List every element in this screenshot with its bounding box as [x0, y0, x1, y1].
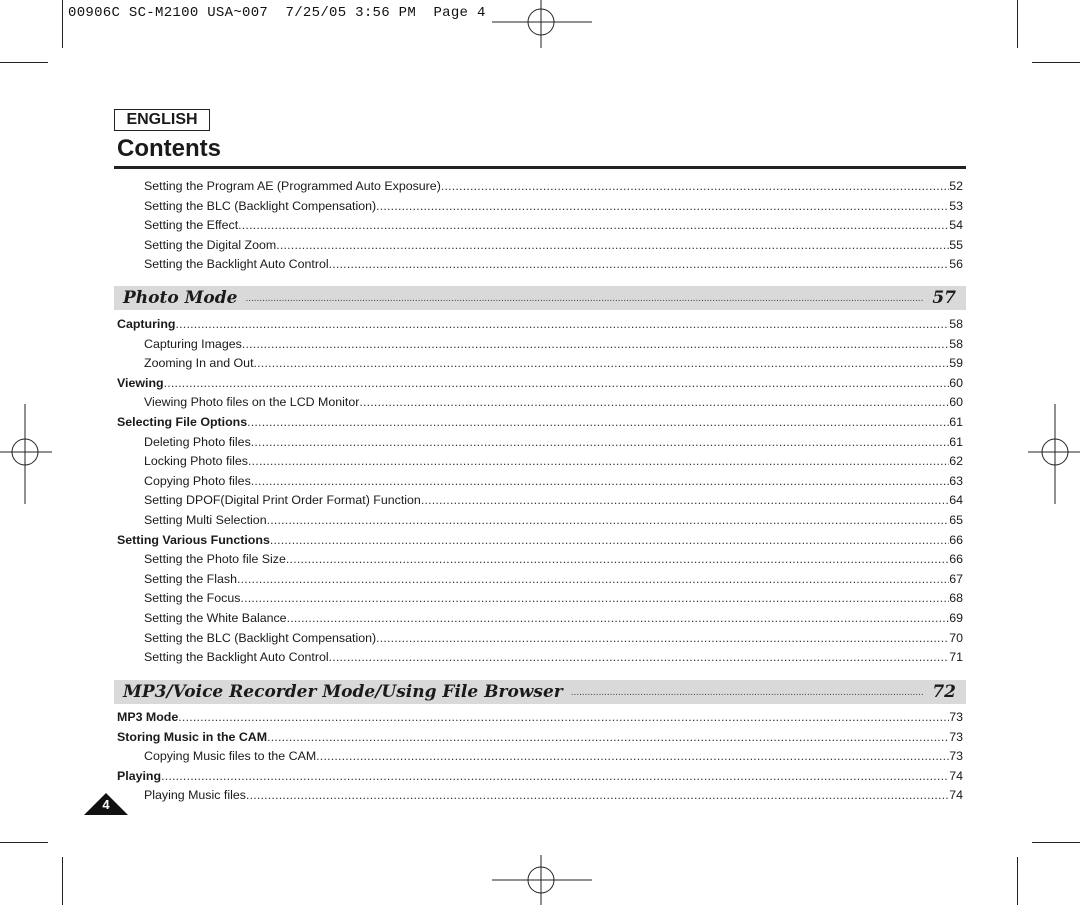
leader-dots — [286, 550, 949, 570]
toc-entry — [117, 216, 963, 236]
toc-entry-label: Setting the Backlight Auto Control — [144, 650, 329, 665]
section-page: 57 — [932, 288, 956, 308]
section-band-mp3-mode — [114, 680, 966, 704]
registration-mark-left — [0, 404, 52, 504]
toc-entry-label: Setting the BLC (Backlight Compensation) — [144, 630, 377, 645]
page-number: 4 — [102, 797, 110, 812]
toc-entry-label: Deleting Photo files — [144, 434, 251, 449]
section-title: Photo Mode — [123, 288, 238, 308]
toc-entry-page: 56 — [949, 257, 963, 272]
toc-entry-page: 54 — [949, 218, 963, 233]
leader-dots — [376, 629, 949, 649]
leader-dots — [237, 570, 949, 590]
toc-entry — [117, 177, 963, 197]
toc-entry-label: Capturing — [117, 317, 176, 331]
leader-dots — [178, 708, 949, 728]
crop-mark-bottom-left-v — [62, 857, 63, 905]
crop-mark-top-left-v — [62, 0, 63, 48]
registration-mark-right — [1028, 404, 1080, 504]
crop-mark-bottom-right-v — [1017, 857, 1018, 905]
toc-entry — [117, 609, 963, 629]
crop-mark-top-right-v — [1017, 0, 1018, 48]
section-band-photo-mode — [114, 286, 966, 310]
toc-entry-label: Capturing Images — [144, 336, 242, 351]
toc-entry-page: 67 — [949, 571, 963, 586]
toc-entry-page: 69 — [949, 610, 963, 625]
section-title: MP3/Voice Recorder Mode/Using File Browser — [123, 682, 563, 702]
leader-dots — [161, 767, 949, 787]
leader-dots — [240, 589, 949, 609]
leader-dots — [329, 255, 950, 275]
toc-entry — [117, 315, 963, 335]
leader-dots — [359, 393, 949, 413]
toc-entry — [117, 255, 963, 275]
toc-entry-label: Setting the BLC (Backlight Compensation) — [144, 198, 377, 213]
toc-entry-label: Setting the Backlight Auto Control — [144, 257, 329, 272]
leader-dots — [247, 413, 949, 433]
toc-entry — [117, 413, 963, 433]
toc-entry — [117, 491, 963, 511]
leader-dots — [238, 216, 949, 236]
toc-entry — [117, 629, 963, 649]
leader-dots — [270, 531, 949, 551]
toc-entry-label: Setting the White Balance — [144, 610, 287, 625]
toc-entry-page: 59 — [949, 356, 963, 371]
toc-entry-page: 58 — [949, 336, 963, 351]
leader-dots — [421, 491, 949, 511]
toc-entry — [117, 786, 963, 806]
crop-mark-bottom-right-h — [1032, 842, 1080, 843]
leader-dots — [246, 786, 949, 806]
toc-entry-page: 66 — [949, 552, 963, 567]
leader-dots — [254, 354, 950, 374]
crop-mark-top-right-h — [1032, 62, 1080, 63]
toc-entry — [117, 472, 963, 492]
toc-entry-page: 61 — [949, 414, 963, 429]
toc-entry — [117, 708, 963, 728]
crop-mark-bottom-left-h — [0, 842, 48, 843]
toc-entry — [117, 335, 963, 355]
leader-dots — [287, 609, 950, 629]
leader-dots — [276, 236, 949, 256]
leader-dots — [267, 511, 950, 531]
toc-entry-page: 62 — [949, 454, 963, 469]
toc-entry-label: Setting the Effect — [144, 218, 239, 233]
toc-entry — [117, 511, 963, 531]
toc-entry — [117, 236, 963, 256]
toc-entry-label: Playing Music files — [144, 788, 246, 803]
toc-entry — [117, 531, 963, 551]
toc-entry-label: MP3 Mode — [117, 710, 179, 724]
toc-entry-page: 52 — [949, 179, 963, 193]
toc-entry-page: 60 — [949, 395, 963, 410]
toc-entry-page: 58 — [949, 317, 963, 331]
toc-entry-label: Setting the Program AE (Programmed Auto Exposure) — [144, 179, 441, 193]
page-title: Contents — [117, 135, 221, 162]
leader-dots — [329, 648, 950, 668]
toc-entry — [117, 767, 963, 787]
toc-entry-label: Storing Music in the CAM — [117, 729, 268, 744]
toc-entry — [117, 354, 963, 374]
toc-entry-label: Setting Various Functions — [117, 532, 270, 547]
leader-dots — [267, 728, 949, 748]
crop-mark-top-left-h — [0, 62, 48, 63]
page-number-badge — [84, 793, 128, 815]
toc-entry-page: 71 — [949, 650, 963, 665]
toc-entry — [117, 589, 963, 609]
leader-dots — [376, 197, 949, 217]
toc-entry-page: 60 — [949, 375, 963, 390]
leader-dots — [251, 433, 949, 453]
toc-entry-label: Viewing — [117, 375, 164, 390]
registration-mark-bottom — [492, 855, 592, 905]
toc-entry — [117, 433, 963, 453]
toc-entry-page: 68 — [949, 591, 963, 606]
toc-entry-page: 73 — [949, 729, 963, 744]
toc-entry — [117, 747, 963, 767]
toc-entry-page: 55 — [949, 237, 963, 252]
title-rule — [114, 166, 966, 169]
toc-entry — [117, 393, 963, 413]
toc-entry-label: Playing — [117, 768, 162, 783]
toc-list-top — [117, 177, 963, 275]
leader-dots — [245, 293, 924, 304]
leader-dots — [251, 472, 949, 492]
leader-dots — [248, 452, 949, 472]
toc-entry-label: Setting Multi Selection — [144, 512, 267, 527]
toc-entry — [117, 728, 963, 748]
toc-entry-label: Setting the Digital Zoom — [144, 237, 277, 252]
toc-entry-page: 73 — [949, 710, 963, 724]
toc-entry-page: 64 — [949, 493, 963, 508]
leader-dots — [164, 374, 950, 394]
language-badge: ENGLISH — [114, 109, 210, 131]
toc-entry-page: 74 — [949, 768, 963, 783]
toc-entry — [117, 550, 963, 570]
toc-entry-label: Setting the Flash — [144, 571, 237, 586]
toc-entry-label: Selecting File Options — [117, 414, 248, 429]
toc-entry-page: 73 — [949, 749, 963, 764]
toc-entry-label: Setting the Photo file Size — [144, 552, 286, 567]
toc-entry-label: Locking Photo files — [144, 454, 249, 469]
leader-dots — [316, 747, 949, 767]
leader-dots — [571, 687, 925, 698]
leader-dots — [242, 335, 949, 355]
section-page: 72 — [932, 682, 956, 702]
toc-entry — [117, 452, 963, 472]
toc-entry-page: 61 — [949, 434, 963, 449]
toc-list-photo — [117, 315, 963, 668]
toc-list-mp3 — [117, 708, 963, 806]
leader-dots — [441, 177, 949, 197]
toc-entry-label: Copying Photo files — [144, 473, 251, 488]
toc-entry-label: Setting DPOF(Digital Print Order Format) Function — [144, 493, 421, 508]
toc-entry — [117, 197, 963, 217]
toc-entry-label: Zooming In and Out — [144, 356, 254, 371]
toc-entry-label: Copying Music files to the CAM — [144, 749, 317, 764]
toc-entry-page: 63 — [949, 473, 963, 488]
toc-entry-label: Viewing Photo files on the LCD Monitor — [144, 395, 360, 410]
toc-entry-page: 53 — [949, 198, 963, 213]
toc-entry-page: 74 — [949, 788, 963, 803]
registration-mark-top — [492, 0, 592, 50]
leader-dots — [176, 315, 950, 335]
toc-entry — [117, 648, 963, 668]
toc-entry-page: 66 — [949, 532, 963, 547]
toc-entry-page: 70 — [949, 630, 963, 645]
toc-entry — [117, 570, 963, 590]
toc-entry-label: Setting the Focus — [144, 591, 241, 606]
toc-entry — [117, 374, 963, 394]
toc-entry-page: 65 — [949, 512, 963, 527]
printer-slug: 00906C SC-M2100 USA~007 7/25/05 3:56 PM Page 4 — [68, 5, 486, 21]
